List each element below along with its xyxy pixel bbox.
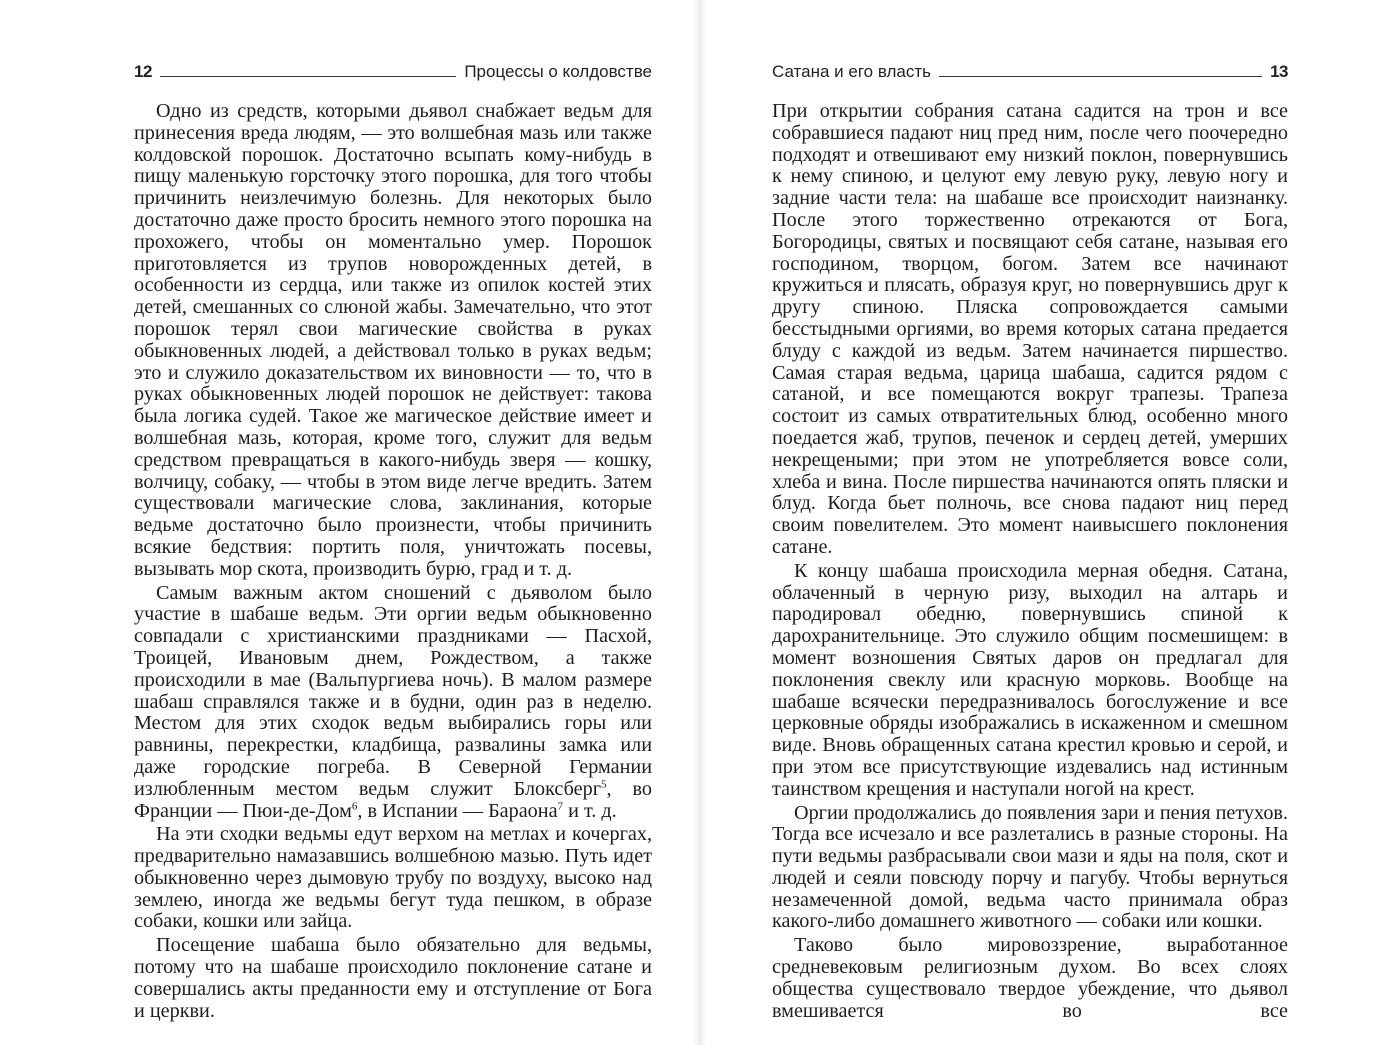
footnote-marker[interactable]: 6 bbox=[351, 799, 358, 812]
left-page-number: 12 bbox=[134, 62, 152, 81]
header-rule bbox=[939, 76, 1262, 77]
footnote-marker[interactable]: 7 bbox=[557, 799, 564, 812]
paragraph: При открытии собрания сатана садится на трон и все собравшиеся падают ниц пред ним, после чего поочередно подходят и отвешивают ему низкий поклон, повернувшись к нему спиною, и целуют ему левую руку, левую ногу и задние части тела: на шабаше все происходит наизнанку. После этого торжественно отрекаются от Бога, Богородицы, святых и посвящают себя сатане, называя его господином, творцом, богом. Затем все начинают кружиться и плясать, образуя круг, но повернувшись друг к другу спиною. Пляска сопровождается самыми бесстыдными оргиями, во время которых сатана предается блуду с каждой из ведьм. Затем начинается пиршество. Самая старая ведьма, царица шабаша, садится рядом с сатаной, и все помещаются вокруг трапезы. Трапеза состоит из самых отвратительных блюд, особенно много поедается жаб, трупов, печенок и сердец детей, умерших некрещеными; при этом не употребляется вовсе соли, хлеба и вина. После пиршества начинаются опять пляски и блуд. Когда бьет полночь, все снова падают ниц перед своим повелителем. Это момент наивысшего поклонения сатане. bbox=[772, 100, 1288, 558]
left-running-title: Процессы о колдовстве bbox=[464, 62, 652, 81]
paragraph: К концу шабаша происходила мерная обедня. Сатана, облаченный в черную ризу, выходил на алтарь и пародировал обедню, повернувшись спиной к дарохранительнице. Это служило общим посмешищем: в момент возношения Святых даров он предлагал для поклонения свеклу или красную морковь. Вообще на шабаше всячески передразнивалось богослужение и все церковные обряды изображались в искаженном и смешном виде. Вновь обращенных сатана крестил кровью и серой, и при этом все присутствующие издевались над истинным таинством крещения и наступали ногой на крест. bbox=[772, 559, 1288, 800]
paragraph-text: и т. д. bbox=[563, 799, 617, 822]
left-page bbox=[134, 0, 652, 1045]
right-page bbox=[772, 0, 1288, 1045]
left-page-header bbox=[134, 58, 652, 82]
paragraph: На эти сходки ведьмы едут верхом на метлах и кочергах, предварительно намазавшись волшебною мазью. Путь идет обыкновенно через дымовую трубу по воздуху, высоко над землею, иногда же ведьмы бегут туда пешком, в образе собаки, кошки или зайца. bbox=[134, 823, 652, 933]
right-page-number: 13 bbox=[1270, 62, 1288, 81]
footnote-marker[interactable]: 5 bbox=[600, 777, 607, 790]
paragraph-text: , в Испании — Бараона bbox=[357, 799, 558, 822]
paragraph: Посещение шабаша было обязательно для ведьмы, потому что на шабаше происходило поклонение сатане и совершались акты преданности ему и отступление от Бога и церкви. bbox=[134, 934, 652, 1022]
paragraph bbox=[134, 583, 652, 823]
paragraph: Таково было мировоззрение, выработанное средневековым религиозным духом. Во всех слоях общества существовало твердое убеждение, что дьявол вмешивается во все bbox=[772, 934, 1288, 1022]
book-gutter-shadow bbox=[692, 0, 706, 1045]
paragraph-text: Самым важным актом сношений с дьяволом было участие в шабаше ведьм. Эти оргии ведьм обыкновенно совпадали с христианскими праздниками — Пасхой, Троицей, Ивановым днем, Рождеством, а также происходили в мае (Вальпургиева ночь). В малом размере шабаш справлялся также и в будни, один раз в неделю. Местом для этих сходок ведьм выбирались горы или равнины, перекрестки, кладбища, развалины замка или даже городские погреба. В Северной Германии излюбленным местом ведьм служит Блоксберг bbox=[134, 581, 652, 800]
right-running-title: Сатана и его власть bbox=[772, 62, 932, 81]
paragraph: Оргии продолжались до появления зари и пения петухов. Тогда все исчезало и все разлетались в разные стороны. На пути ведьмы разбрасывали свои мази и яды на поля, скот и людей и сеяли повсюду порчу и пагубу. Чтобы вернуться незамеченной домой, ведьма часто принимала образ какого-либо домашнего животного — собаки или кошки. bbox=[772, 801, 1288, 933]
left-page-text bbox=[134, 101, 652, 1024]
paragraph: Одно из средств, которыми дьявол снабжает ведьм для принесения вреда людям, — это волшебная мазь или также колдовской порошок. Достаточно всыпать кому-нибудь в пищу маленькую горсточку этого порошка, для того чтобы причинить неизлечимую болезнь. Для некоторых было достаточно даже просто бросить немного этого порошка на прохожего, чтобы он моментально умер. Порошок приготовляется из трупов новорожденных детей, в особенности из сердца, или также из опилок костей этих детей, смешанных со слюной жабы. Замечательно, что этот порошок терял свои магические свойства в руках обыкновенных людей, а действовал только в руках ведьм; это и служило доказательством их виновности — то, что в руках обыкновенных людей порошок не действует: такова была логика судей. Такое же магическое действие имеет и волшебная мазь, которая, кроме того, служит для ведьм средством превращаться в какого-нибудь зверя — кошку, волчицу, собаку, — чтобы в этом виде легче вредить. Затем существовали магические слова, заклинания, которые ведьме достаточно было произнести, чтобы причинить всякие бедствия: портить поля, уничтожать посевы, вызывать мор скота, производить бурю, град и т. д. bbox=[134, 100, 652, 580]
right-page-header bbox=[772, 58, 1288, 82]
right-page-text bbox=[772, 101, 1288, 1024]
header-rule bbox=[160, 76, 456, 77]
paragraph-text: , во Франции — Пюи-де-Дом bbox=[134, 777, 652, 822]
